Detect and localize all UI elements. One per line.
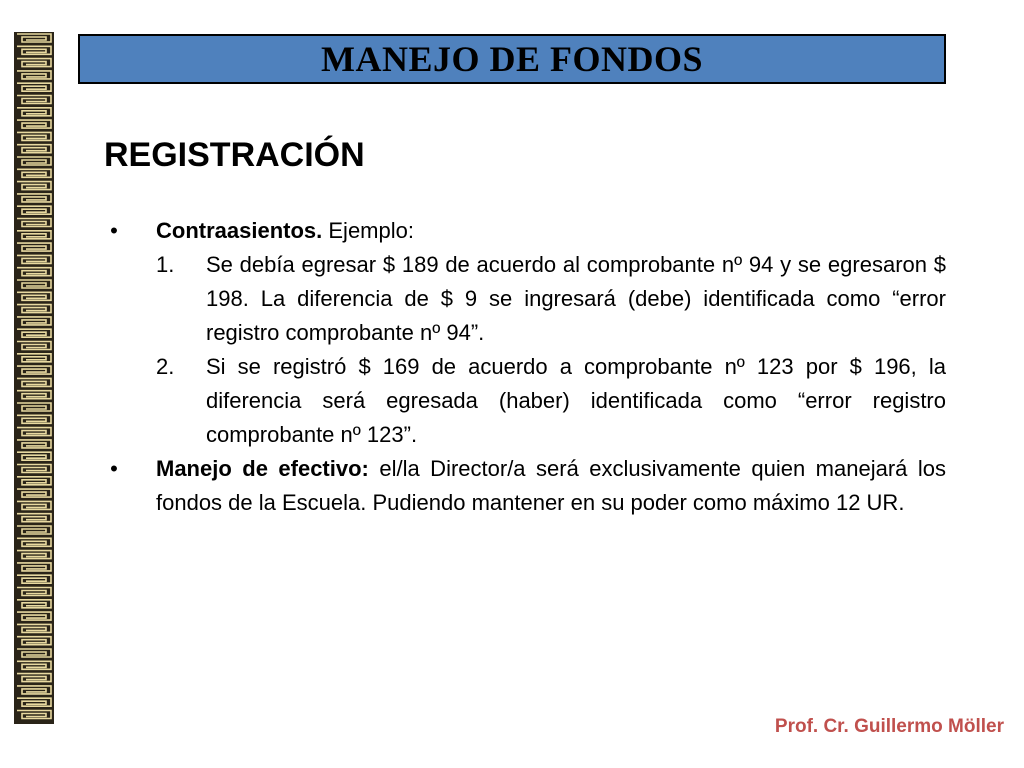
list-number: 2. xyxy=(156,354,175,379)
bullet-label: Manejo de efectivo: xyxy=(156,456,369,481)
list-number: 1. xyxy=(156,252,175,277)
bullet-item-contraasientos xyxy=(104,214,946,248)
list-item-text: Se debía egresar $ 189 de acuerdo al comprobante nº 94 y se egresaron $ 198. La diferencia de $ 9 se ingresará (debe) identificada como “error registro comprobante nº 94”. xyxy=(206,252,946,345)
slide-content xyxy=(104,214,946,520)
section-heading: REGISTRACIÓN xyxy=(104,136,365,174)
bullet-text: el/la Director/a será exclusivamente quien manejará los fondos de la Escuela. Pudiendo mantener en su poder como máximo 12 UR. xyxy=(156,456,946,515)
bullet-item-manejo-efectivo xyxy=(104,452,946,520)
numbered-list xyxy=(104,248,946,452)
bullet-icon: • xyxy=(110,456,118,481)
list-item xyxy=(104,350,946,452)
greek-key-border xyxy=(14,32,54,724)
bullet-text: Ejemplo: xyxy=(322,218,414,243)
list-item xyxy=(104,248,946,350)
list-item-text: Si se registró $ 169 de acuerdo a comprobante nº 123 por $ 196, la diferencia será egresada (haber) identificada como “error registro comprobante nº 123”. xyxy=(206,354,946,447)
footer-author: Prof. Cr. Guillermo Möller xyxy=(774,716,1004,737)
page-title: MANEJO DE FONDOS xyxy=(320,39,703,79)
title-bar xyxy=(78,34,946,84)
greek-key-pattern-icon xyxy=(14,32,54,724)
bullet-icon: • xyxy=(110,218,118,243)
bullet-label: Contraasientos. xyxy=(156,218,323,243)
